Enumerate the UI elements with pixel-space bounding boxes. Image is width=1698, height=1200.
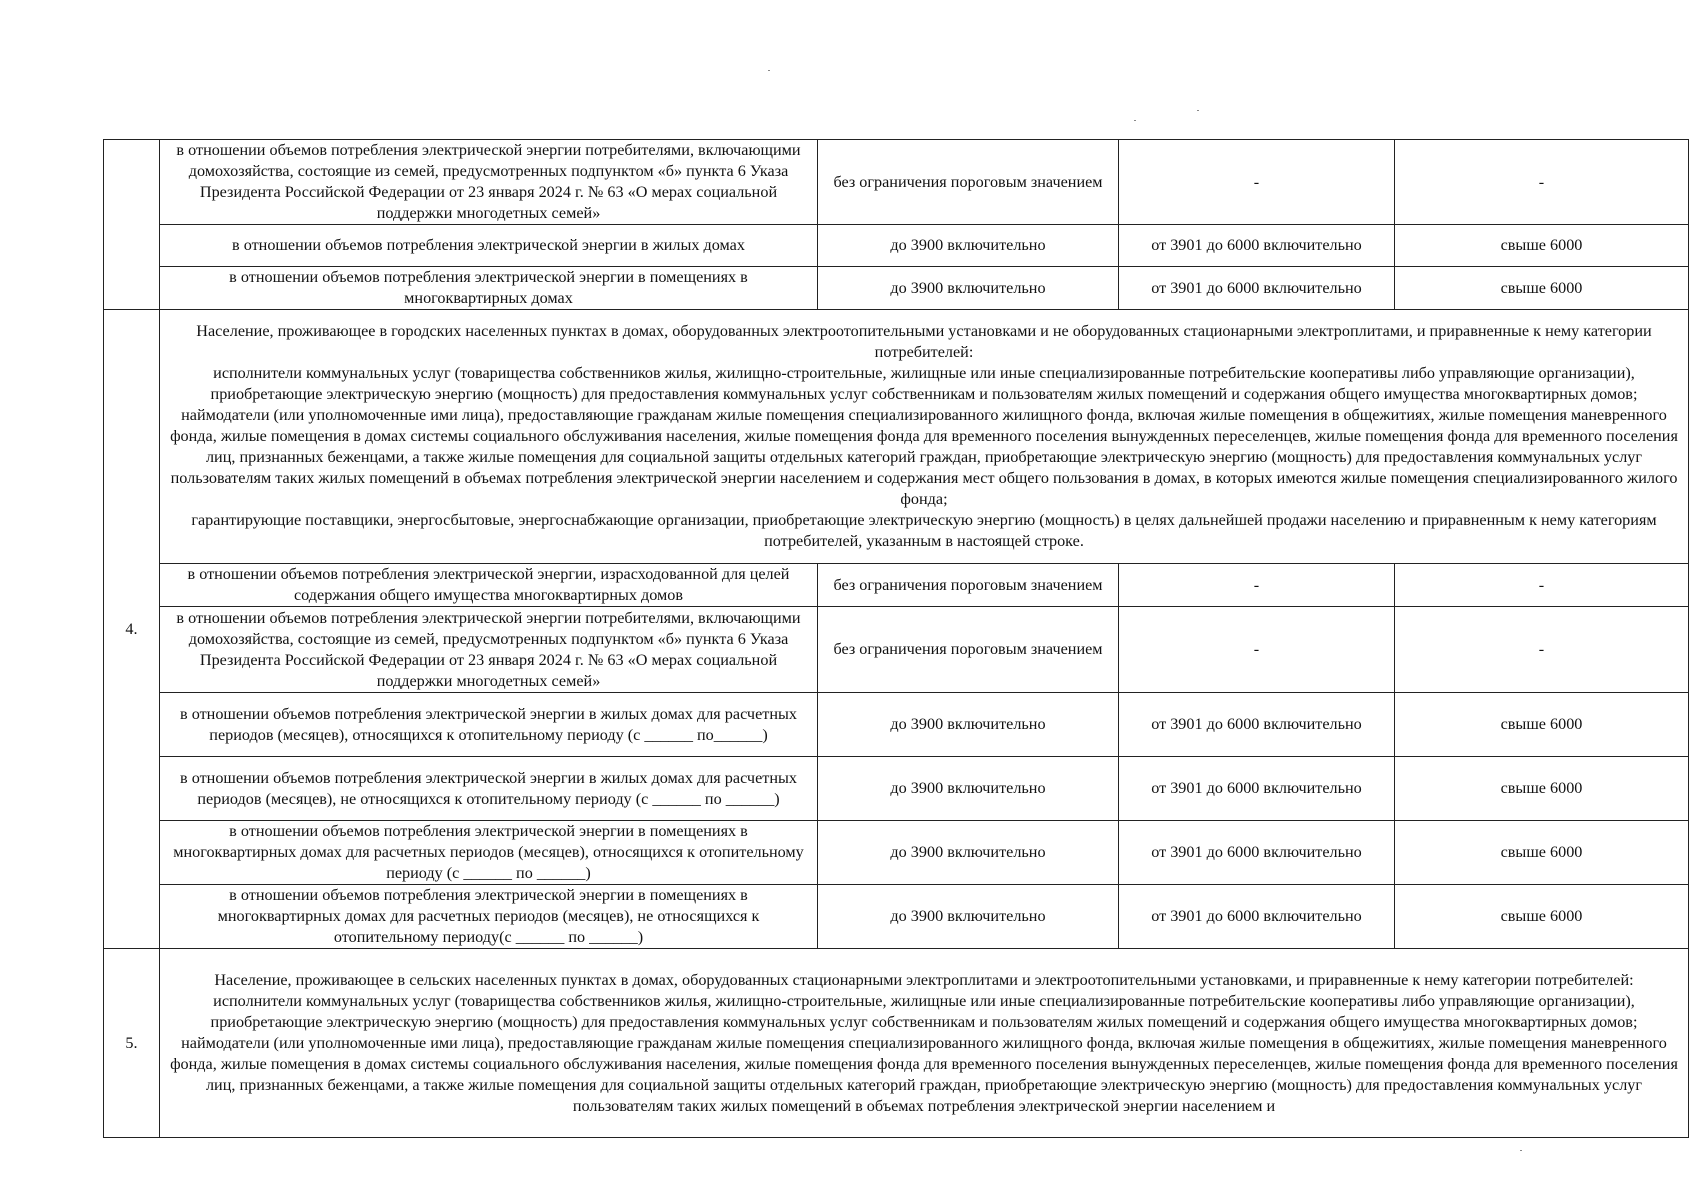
row-description: в отношении объемов потребления электрической энергии потребителями, включающими домохозяйства, состоящие из семей, предусмотренных подпунктом «б» пункта 6 Указа Президента Российской Федерации от 23 января 2024 г. № 63 «О мерах социальной поддержки многодетных семей» [160, 607, 818, 693]
range1-cell: без ограничения пороговым значением [818, 607, 1119, 693]
table-row [104, 225, 1689, 267]
range2-cell: - [1119, 564, 1395, 607]
row-description: в отношении объемов потребления электрической энергии в помещениях в многоквартирных домах [160, 267, 818, 310]
table-row [104, 885, 1689, 949]
section-number: 5. [104, 949, 160, 1138]
scan-speck [1520, 1150, 1522, 1151]
scan-speck [1197, 110, 1199, 111]
section-header-paragraph: гарантирующие поставщики, энергосбытовые, энергоснабжающие организации, приобретающие электрическую энергию (мощность) в целях дальнейшей продажи населению и приравненным к нему категориям потребителей, указанным в настоящей строке. [191, 511, 1657, 550]
section-header [160, 949, 1689, 1138]
scan-speck [768, 70, 770, 71]
range3-cell: - [1395, 140, 1689, 225]
range3-cell: свыше 6000 [1395, 225, 1689, 267]
range1-cell: до 3900 включительно [818, 693, 1119, 757]
range1-cell: до 3900 включительно [818, 885, 1119, 949]
range3-cell: свыше 6000 [1395, 821, 1689, 885]
range1-cell: до 3900 включительно [818, 821, 1119, 885]
range1-cell: без ограничения пороговым значением [818, 140, 1119, 225]
range1-cell: без ограничения пороговым значением [818, 564, 1119, 607]
section-header-paragraph: наймодатели (или уполномоченные ими лица), предоставляющие гражданам жилые помещения специализированного жилищного фонда, включая жилые помещения в общежитиях, жилые помещения маневренного фонда, жилые помещения в домах системы социального обслуживания населения, жилые помещения фонда для временного поселения вынужденных переселенцев, жилые помещения фонда для временного поселения лиц, признанных беженцами, а также жилые помещения для социальной защиты отдельных категорий граждан, приобретающие электрическую энергию (мощность) для предоставления коммунальных услуг пользователям таких жилых помещений в объемах потребления электрической энергии населением и [170, 1033, 1678, 1115]
range3-cell: свыше 6000 [1395, 267, 1689, 310]
table-row [104, 267, 1689, 310]
range1-cell: до 3900 включительно [818, 225, 1119, 267]
range2-cell: от 3901 до 6000 включительно [1119, 225, 1395, 267]
row-description: в отношении объемов потребления электрической энергии в жилых домах для расчетных периодов (месяцев), относящихся к отопительному периоду (с ______ по______) [160, 693, 818, 757]
table-row [104, 693, 1689, 757]
range2-cell: от 3901 до 6000 включительно [1119, 821, 1395, 885]
range2-cell: от 3901 до 6000 включительно [1119, 693, 1395, 757]
section-header-paragraph: Население, проживающее в сельских населенных пунктах в домах, оборудованных стационарными электроплитами и электроотопительными установками, и приравненные к нему категории потребителей: [214, 970, 1634, 989]
range2-cell: от 3901 до 6000 включительно [1119, 267, 1395, 310]
scan-speck [1134, 120, 1136, 121]
range1-cell: до 3900 включительно [818, 267, 1119, 310]
table-row [104, 140, 1689, 225]
row-description: в отношении объемов потребления электрической энергии в помещениях в многоквартирных домах для расчетных периодов (месяцев), относящихся к отопительному периоду (с ______ по ______) [160, 821, 818, 885]
row-description: в отношении объемов потребления электрической энергии в жилых домах [160, 225, 818, 267]
section-header-paragraph: наймодатели (или уполномоченные ими лица), предоставляющие гражданам жилые помещения специализированного жилищного фонда, включая жилые помещения в общежитиях, жилые помещения маневренного фонда, жилые помещения в домах системы социального обслуживания населения, жилые помещения фонда для временного поселения вынужденных переселенцев, жилые помещения фонда для временного поселения лиц, признанных беженцами, а также жилые помещения для социальной защиты отдельных категорий граждан, приобретающие электрическую энергию (мощность) для предоставления коммунальных услуг пользователям таких жилых помещений в объемах потребления электрической энергии населением и содержания мест общего пользования в домах, в которых имеются жилые помещения специализированного жилого фонда; [170, 406, 1678, 508]
range2-cell: от 3901 до 6000 включительно [1119, 885, 1395, 949]
range3-cell: свыше 6000 [1395, 693, 1689, 757]
section-header-row [104, 310, 1689, 564]
range2-cell: - [1119, 607, 1395, 693]
table-row [104, 757, 1689, 821]
range3-cell: свыше 6000 [1395, 885, 1689, 949]
table-row [104, 607, 1689, 693]
range3-cell: свыше 6000 [1395, 757, 1689, 821]
table-row [104, 564, 1689, 607]
section-number: 4. [104, 310, 160, 949]
range2-cell: - [1119, 140, 1395, 225]
section-header [160, 310, 1689, 564]
table-row [104, 821, 1689, 885]
range3-cell: - [1395, 564, 1689, 607]
range2-cell: от 3901 до 6000 включительно [1119, 757, 1395, 821]
section-header-paragraph: Население, проживающее в городских населенных пунктах в домах, оборудованных электроотопительными установками и не оборудованных стационарными электроплитами, и приравненные к нему категории потребителей: [196, 322, 1652, 361]
tariff-table [103, 139, 1689, 1138]
row-description: в отношении объемов потребления электрической энергии в жилых домах для расчетных периодов (месяцев), не относящихся к отопительному периоду (с ______ по ______) [160, 757, 818, 821]
section-header-paragraph: исполнители коммунальных услуг (товарищества собственников жилья, жилищно-строительные, жилищные или иные специализированные потребительские кооперативы либо управляющие организации), приобретающие электрическую энергию (мощность) для предоставления коммунальных услуг собственникам и пользователям жилых помещений и содержания общего имущества многоквартирных домов; [210, 991, 1638, 1031]
row-description: в отношении объемов потребления электрической энергии в помещениях в многоквартирных домах для расчетных периодов (месяцев), не относящихся к отопительному периоду(с ______ по ______) [160, 885, 818, 949]
row-description: в отношении объемов потребления электрической энергии потребителями, включающими домохозяйства, состоящие из семей, предусмотренных подпунктом «б» пункта 6 Указа Президента Российской Федерации от 23 января 2024 г. № 63 «О мерах социальной поддержки многодетных семей» [160, 140, 818, 225]
row-description: в отношении объемов потребления электрической энергии, израсходованной для целей содержания общего имущества многоквартирных домов [160, 564, 818, 607]
range1-cell: до 3900 включительно [818, 757, 1119, 821]
row-number-cell [104, 140, 160, 310]
section-header-row [104, 949, 1689, 1138]
section-header-paragraph: исполнители коммунальных услуг (товарищества собственников жилья, жилищно-строительные, жилищные или иные специализированные потребительские кооперативы либо управляющие организации), приобретающие электрическую энергию (мощность) для предоставления коммунальных услуг собственникам и пользователям жилых помещений и содержания общего имущества многоквартирных домов; [210, 364, 1638, 403]
range3-cell: - [1395, 607, 1689, 693]
